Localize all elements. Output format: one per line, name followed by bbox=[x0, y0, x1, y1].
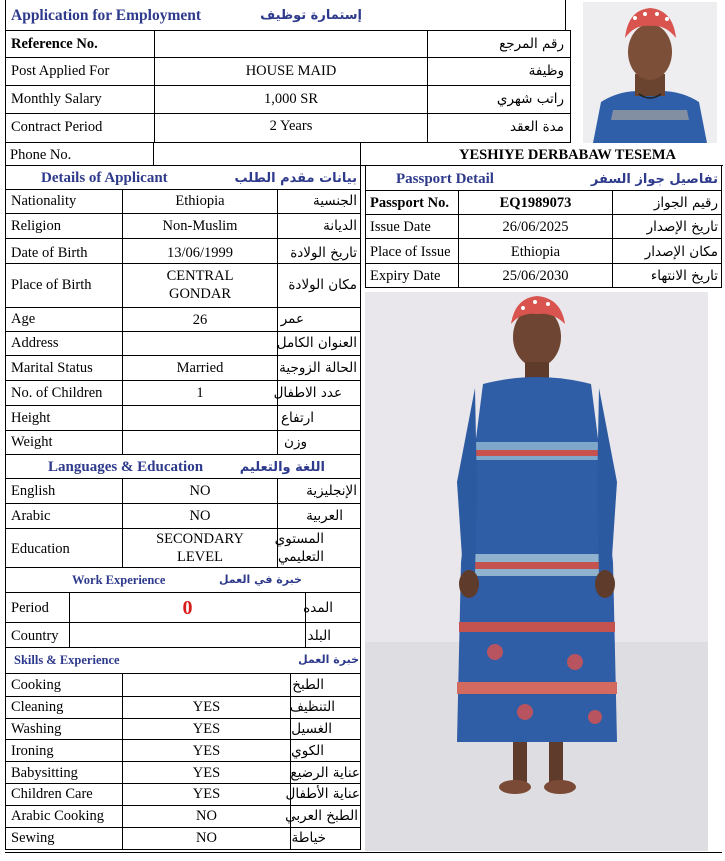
period-value: 0 bbox=[182, 597, 193, 619]
nationality-value: Ethiopia bbox=[175, 193, 225, 209]
marital-value: Married bbox=[176, 360, 224, 376]
skill-washing-value: YES bbox=[192, 721, 221, 737]
applicant-name: YESHIYE DERBABAW TESEMA bbox=[459, 147, 677, 163]
religion-value: Non-Muslim bbox=[162, 218, 238, 234]
contract-label: Contract Period bbox=[11, 119, 103, 135]
post-label: Post Applied For bbox=[11, 63, 110, 79]
passport-no-label: Passport No. bbox=[370, 195, 449, 211]
languages-heading: Languages & Education bbox=[48, 459, 204, 475]
skill-childcare-value: YES bbox=[192, 786, 221, 802]
skill-arabic-cooking-value: NO bbox=[196, 808, 217, 824]
applicant-full-photo bbox=[365, 292, 708, 851]
salary-label: Monthly Salary bbox=[11, 91, 102, 107]
pob-value-line1: CENTRAL bbox=[166, 268, 234, 284]
age-value: 26 bbox=[192, 312, 208, 328]
skill-sewing-label-arabic: خياطة bbox=[291, 830, 326, 846]
skill-cooking-label-arabic: الطبخ bbox=[292, 677, 324, 693]
skill-babysitting-label: Babysitting bbox=[11, 765, 78, 781]
education-label: Education bbox=[11, 541, 70, 557]
skills-heading-arabic: خبرة العمل bbox=[298, 653, 359, 666]
skill-washing-label: Washing bbox=[11, 721, 62, 737]
dob-value: 13/06/1999 bbox=[166, 245, 234, 261]
weight-label-arabic: وزن bbox=[284, 434, 307, 450]
skill-cleaning-value: YES bbox=[192, 699, 221, 715]
contract-value: 2 Years bbox=[269, 118, 313, 134]
details-heading-arabic: بيانات مقدم الطلب bbox=[234, 171, 357, 186]
education-value-line1: SECONDARY bbox=[156, 531, 244, 547]
skill-ironing-label: Ironing bbox=[11, 743, 54, 759]
full-body-image bbox=[365, 292, 708, 851]
expiry-date-label: Expiry Date bbox=[370, 268, 441, 284]
age-label: Age bbox=[11, 311, 36, 327]
education-value-line2: LEVEL bbox=[177, 549, 223, 565]
skill-babysitting-label-arabic: عناية الرضيع bbox=[290, 765, 360, 781]
arabic-value: NO bbox=[189, 508, 211, 524]
nationality-label: Nationality bbox=[11, 193, 77, 209]
expiry-date-label-arabic: تاريخ الانتهاء bbox=[650, 268, 718, 284]
marital-label-arabic: الحالة الزوجية bbox=[279, 360, 357, 376]
passport-no-label-arabic: رقيم الجواز bbox=[653, 195, 718, 211]
issue-date-label: Issue Date bbox=[370, 219, 431, 235]
period-label-arabic: المده bbox=[303, 600, 333, 616]
salary-value: 1,000 SR bbox=[264, 91, 318, 107]
passport-heading-arabic: تفاصيل جواز السفر bbox=[590, 172, 718, 187]
phone-label: Phone No. bbox=[10, 147, 72, 163]
skill-sewing-value: NO bbox=[196, 830, 217, 846]
bottom-divider bbox=[5, 852, 722, 853]
skill-washing-label-arabic: الغسيل bbox=[291, 721, 332, 737]
country-label-arabic: البلد bbox=[307, 628, 331, 644]
nationality-label-arabic: الجنسية bbox=[312, 193, 357, 209]
religion-label-arabic: الديانة bbox=[323, 218, 357, 234]
skill-cleaning-label: Cleaning bbox=[11, 699, 64, 715]
pob-label-arabic: مكان الولادة bbox=[288, 277, 357, 293]
pob-value-line2: GONDAR bbox=[168, 286, 232, 302]
details-heading: Details of Applicant bbox=[41, 170, 168, 186]
skill-cooking-label: Cooking bbox=[11, 677, 61, 693]
form-title-arabic: إستمارة توظيف bbox=[260, 8, 362, 23]
skill-arabic-cooking-label: Arabic Cooking bbox=[11, 808, 105, 824]
children-label-arabic: عدد الاطفال bbox=[273, 385, 342, 401]
skills-heading: Skills & Experience bbox=[14, 653, 120, 667]
period-label: Period bbox=[11, 600, 49, 616]
issue-date-value: 26/06/2025 bbox=[502, 219, 569, 235]
place-of-issue-value: Ethiopia bbox=[510, 244, 561, 260]
passport-no-value: EQ1989073 bbox=[499, 195, 572, 211]
dob-label-arabic: تاريخ الولادة bbox=[290, 245, 357, 261]
skill-cleaning-label-arabic: التنظيف bbox=[289, 699, 335, 715]
salary-label-arabic: راتب شهري bbox=[496, 91, 564, 107]
skill-childcare-label-arabic: عناية الأطفال bbox=[285, 786, 360, 802]
children-label: No. of Children bbox=[11, 385, 103, 401]
skill-arabic-cooking-label-arabic: الطبخ العربي bbox=[285, 808, 358, 824]
skill-childcare-label: Children Care bbox=[11, 786, 93, 802]
english-label-arabic: الإنجليزية bbox=[306, 483, 357, 499]
age-label-arabic: عمر bbox=[280, 311, 304, 327]
religion-label: Religion bbox=[11, 218, 61, 234]
languages-heading-arabic: اللغة والتعليم bbox=[239, 460, 325, 475]
skill-ironing-label-arabic: الكوي bbox=[291, 743, 324, 759]
work-heading-arabic: خبرة في العمل bbox=[218, 573, 302, 586]
country-label: Country bbox=[11, 628, 59, 644]
post-value: HOUSE MAID bbox=[245, 63, 337, 79]
reference-label-arabic: رقم المرجع bbox=[499, 36, 564, 52]
height-label: Height bbox=[11, 410, 51, 426]
children-value: 1 bbox=[196, 385, 204, 401]
place-of-issue-label: Place of Issue bbox=[370, 244, 451, 260]
address-label-arabic: العنوان الكامل bbox=[276, 335, 357, 351]
arabic-label-arabic: العربية bbox=[306, 508, 343, 524]
applicant-headshot bbox=[583, 2, 717, 143]
reference-label: Reference No. bbox=[11, 36, 98, 52]
contract-label-arabic: مدة العقد bbox=[510, 119, 564, 135]
issue-date-label-arabic: تاريخ الإصدار bbox=[646, 219, 718, 235]
skill-sewing-label: Sewing bbox=[11, 830, 55, 846]
education-label-arabic-line1: المستوي bbox=[274, 531, 324, 547]
pob-label: Place of Birth bbox=[11, 277, 92, 293]
english-value: NO bbox=[189, 483, 211, 499]
address-label: Address bbox=[11, 335, 59, 351]
arabic-label: Arabic bbox=[11, 508, 51, 524]
education-label-arabic-line2: التعليمي bbox=[277, 549, 324, 565]
post-label-arabic: وظيفة bbox=[528, 63, 564, 79]
place-of-issue-label-arabic: مكان الإصدار bbox=[644, 244, 718, 260]
passport-heading: Passport Detail bbox=[396, 171, 494, 187]
skill-babysitting-value: YES bbox=[192, 765, 221, 781]
work-heading: Work Experience bbox=[72, 573, 166, 587]
expiry-date-value: 25/06/2030 bbox=[502, 268, 569, 284]
marital-label: Marital Status bbox=[11, 360, 93, 376]
height-label-arabic: ارتفاع bbox=[280, 410, 314, 426]
english-label: English bbox=[11, 483, 56, 499]
dob-label: Date of Birth bbox=[11, 245, 88, 261]
skill-ironing-value: YES bbox=[192, 743, 221, 759]
headshot-image bbox=[583, 2, 717, 143]
form-title: Application for Employment bbox=[11, 7, 202, 24]
weight-label: Weight bbox=[11, 434, 53, 450]
